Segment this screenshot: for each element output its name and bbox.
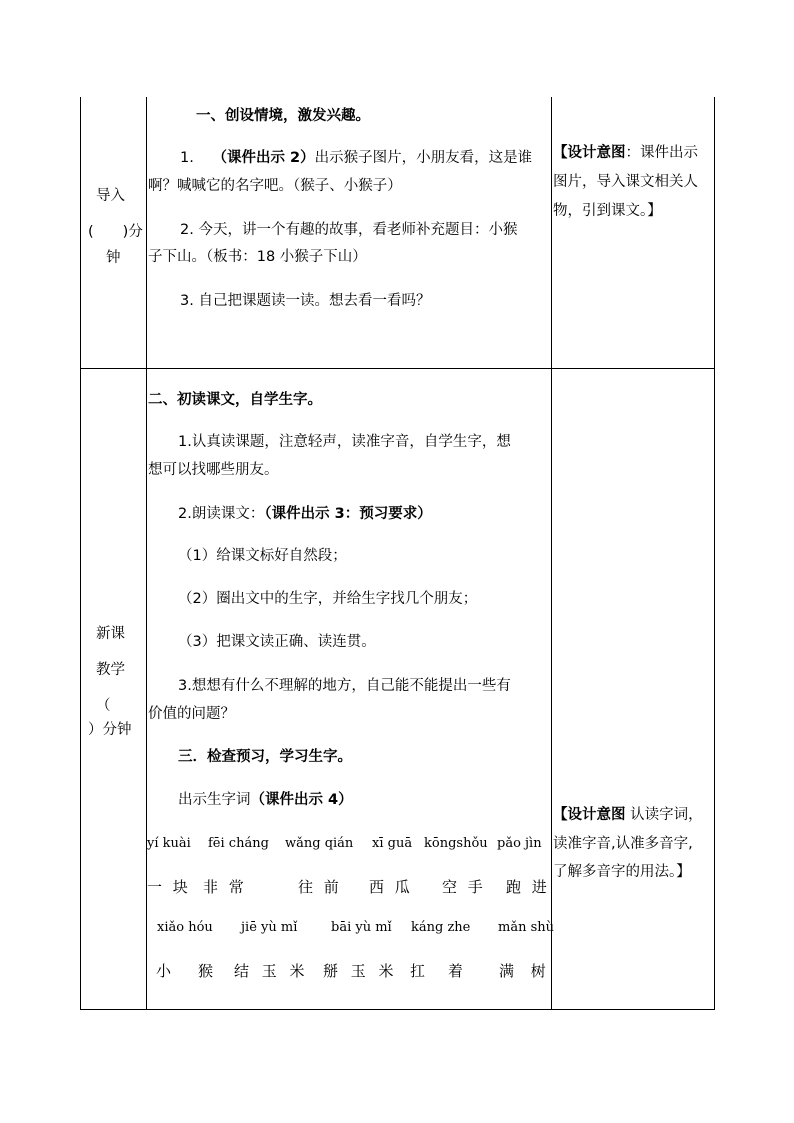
intro-item1-line2: 啊？喊喊它的名字吧。（猴子、小猴子） (148, 178, 402, 194)
pinyin: káng zhe (411, 920, 471, 935)
hanzi: 往 前 (298, 878, 342, 896)
pinyin: xiǎo hóu (157, 920, 213, 935)
hanzi: 扛 着 (410, 962, 468, 980)
intro-design-line3: 物，引到课文。】 (553, 203, 662, 219)
intro-item3: 3. 自己把课题读一读。想去看一看吗？ (180, 293, 431, 309)
hanzi: 满 树 (499, 962, 552, 980)
new-p2 (178, 504, 432, 524)
new-heading3: 三．检查预习，学习生字。 (178, 749, 352, 765)
row-divider (80, 368, 715, 369)
new-p2-tag: （课件出示 3：预习要求） (264, 506, 432, 522)
new-sub2: （2）圈出文中的生字，并给生字找几个朋友； (178, 591, 478, 607)
new-stage-label2: 教学 (96, 662, 125, 678)
intro-item1 (180, 148, 532, 168)
hanzi: 结 玉 米 (234, 962, 309, 980)
new-design-tag: 【设计意图 (553, 807, 626, 823)
intro-design-line2: 图片，导入课文相关人 (553, 174, 698, 190)
intro-design-rest: ：课件出示 (625, 145, 698, 161)
new-design-rest: 认读字词， (625, 807, 703, 823)
intro-item1-tag: （课件出示 2） (212, 150, 315, 166)
intro-item2-line1: 2. 今天，讲一个有趣的故事，看老师补充题目：小猴 (180, 222, 518, 238)
new-design-line3: 了解多音字的用法。】 (553, 864, 691, 880)
new-stage-label1: 新课 (96, 626, 125, 642)
intro-design-tag: 【设计意图 (553, 145, 626, 161)
intro-item1-num: 1. (180, 150, 194, 166)
pinyin: mǎn shù (498, 920, 554, 935)
intro-minutes-unit: 钟 (106, 250, 121, 266)
new-p1-line2: 想可以找哪些朋友。 (148, 462, 279, 478)
hanzi: 西 瓜 (369, 878, 413, 896)
intro-stage-label: 导入 (96, 188, 125, 204)
new-show-prefix: 出示生字词 (178, 792, 251, 808)
intro-design-line1 (553, 143, 698, 163)
new-heading2: 二、初读课文，自学生字。 (148, 392, 322, 408)
new-show-tag: （课件出示 4） (250, 792, 353, 808)
table-divider-2 (551, 97, 552, 1010)
new-p3-line1: 3.想想有什么不理解的地方，自己能不能提出一些有 (178, 678, 511, 694)
table-divider-1 (146, 97, 147, 1010)
new-p1-line1: 1.认真读课题，注意轻声，读准字音，自学生字，想 (178, 434, 511, 450)
hanzi: 非 常 (203, 878, 247, 896)
new-p3-line2: 价值的问题？ (148, 706, 235, 722)
new-sub3: （3）把课文读正确、读连贯。 (178, 634, 376, 650)
new-show-line (178, 790, 353, 810)
pinyin: pǎo jìn (497, 836, 542, 851)
new-design-line1 (553, 805, 703, 825)
new-paren-open: （ (96, 698, 111, 714)
new-paren-close: ）分钟 (88, 722, 132, 738)
new-p2-prefix: 2.朗读课文： (178, 506, 265, 522)
hanzi: 小 猴 (156, 962, 220, 980)
pinyin: kōngshǒu (424, 836, 488, 851)
pinyin: wǎng qián (285, 836, 354, 851)
table-border-right (714, 97, 715, 1010)
intro-heading: 一、创设情境，激发兴趣。 (196, 108, 370, 124)
table-border-left (80, 97, 81, 1010)
hanzi: 一 块 (147, 878, 191, 896)
pinyin: fēi cháng (208, 836, 269, 851)
new-design-line2: 读准字音,认准多音字, (553, 836, 693, 852)
intro-minutes-label: ( )分 (88, 224, 143, 240)
new-sub1: （1）给课文标好自然段； (178, 548, 347, 564)
hanzi: 掰 玉 米 (323, 962, 398, 980)
hanzi: 跑 进 (506, 878, 550, 896)
hanzi: 空 手 (442, 878, 486, 896)
table-border-bottom (80, 1009, 715, 1010)
intro-item2-line2: 子下山。（板书：18 小猴子下山） (148, 249, 367, 265)
pinyin: xī guā (372, 836, 413, 851)
pinyin: yí kuài (147, 836, 191, 851)
pinyin: jiē yù mǐ (241, 920, 298, 935)
pinyin: bāi yù mǐ (331, 920, 392, 935)
intro-item1-rest: 出示猴子图片，小朋友看，这是谁 (314, 150, 533, 166)
